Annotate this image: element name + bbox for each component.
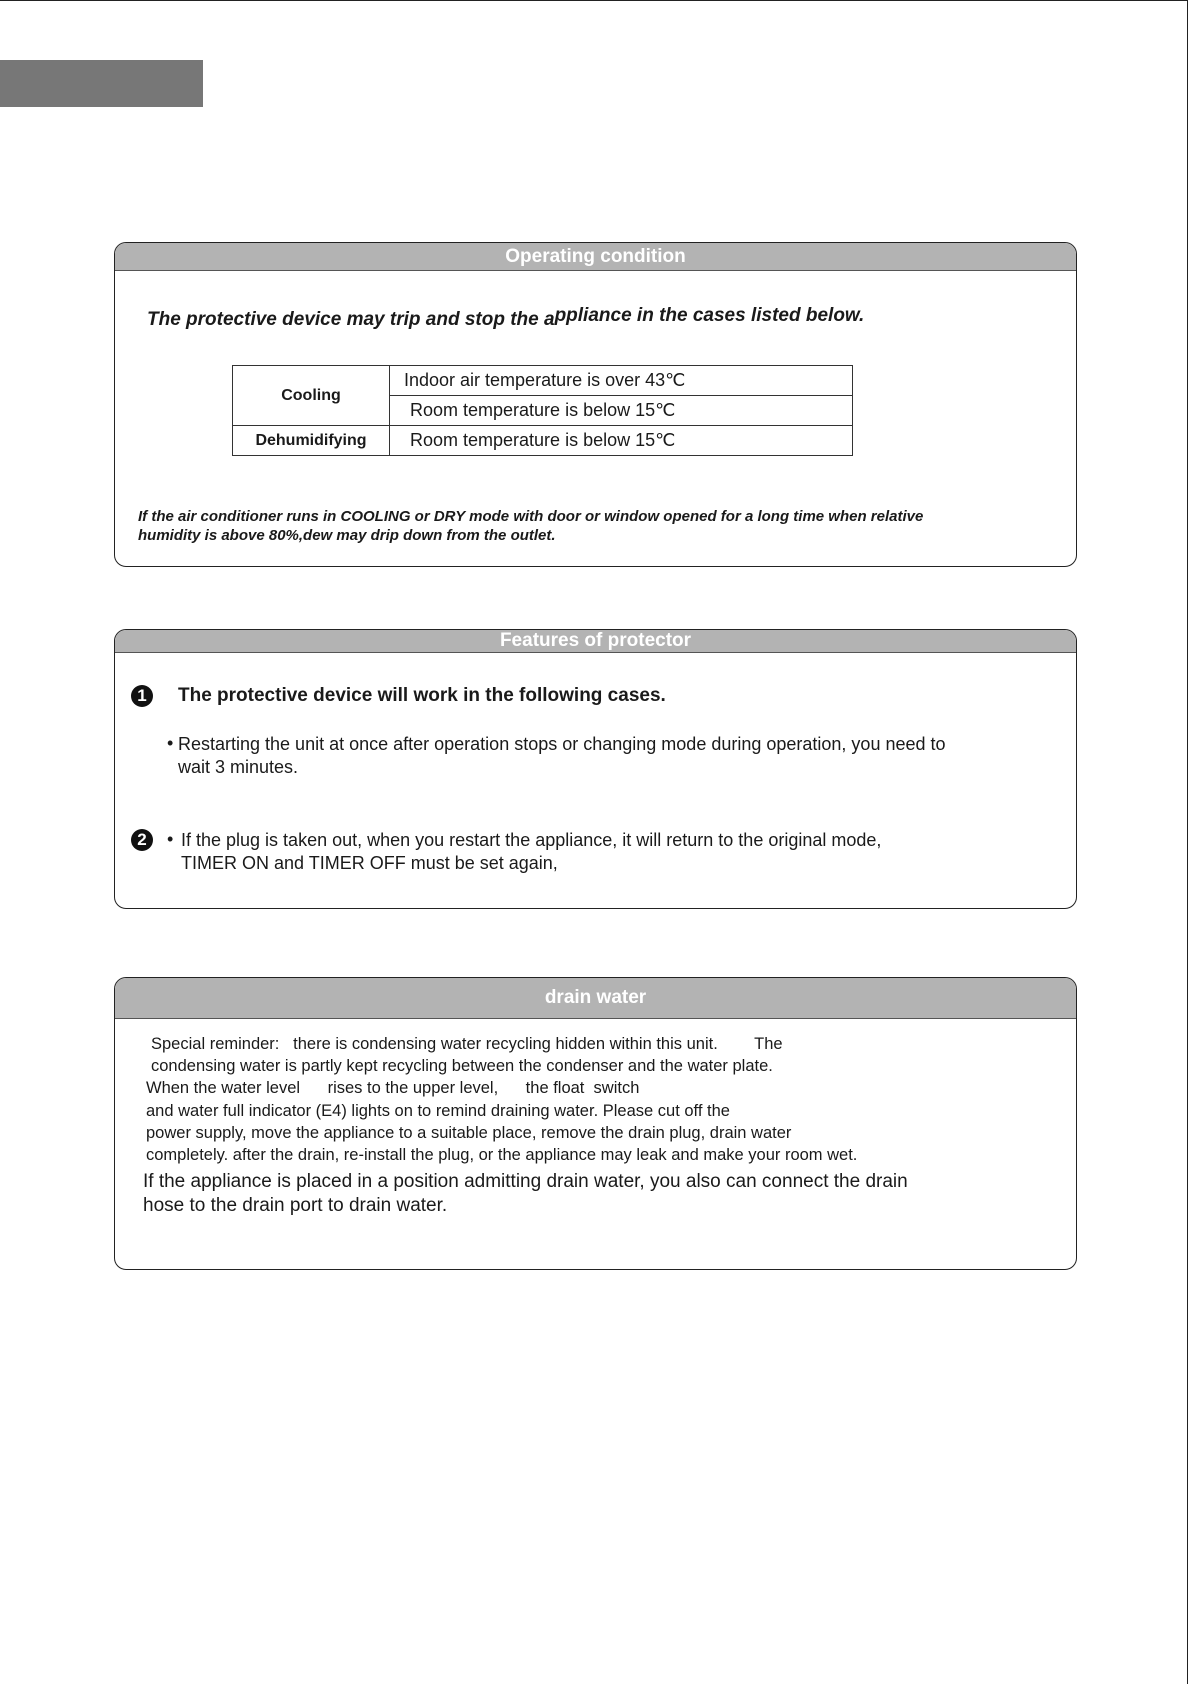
page-border-right	[1187, 0, 1188, 1684]
intro-part-b: ppliance in the cases listed below.	[554, 305, 865, 326]
table-row	[233, 366, 853, 396]
drain-line: When the water level rises to the upper level, the float switch	[146, 1079, 640, 1097]
mode-cell: Dehumidifying	[233, 426, 390, 456]
operating-condition-panel	[114, 242, 1077, 567]
features-of-protector-panel	[114, 629, 1077, 909]
drain-big-line: hose to the drain port to drain water.	[143, 1195, 448, 1216]
bullet-icon: •	[167, 829, 174, 849]
page-border-top	[0, 0, 1188, 1]
drain-line: and water full indicator (E4) lights on to remind draining water. Please cut off the	[146, 1102, 730, 1120]
intro-text	[147, 305, 865, 331]
drain-line: completely. after the drain, re-install the plug, or the appliance may leak and make your room wet.	[146, 1146, 858, 1164]
drain-line: condensing water is partly kept recycling between the condenser and the water plate.	[151, 1057, 773, 1075]
number-2-icon: 2	[131, 829, 153, 851]
section-tab	[0, 60, 203, 107]
panel-header: Operating condition	[115, 243, 1076, 271]
condition-cell: Indoor air temperature is over 43℃	[390, 366, 853, 396]
drain-line: power supply, move the appliance to a suitable place, remove the drain plug, drain water	[146, 1124, 792, 1142]
item1-line: Restarting the unit at once after operation stops or changing mode during operation, you need to	[178, 734, 946, 754]
item1-line: wait 3 minutes.	[178, 757, 299, 777]
bullet-icon: •	[167, 733, 174, 753]
item2-line: TIMER ON and TIMER OFF must be set again,	[181, 853, 558, 873]
condition-cell: Room temperature is below 15℃	[390, 426, 853, 456]
condition-cell: Room temperature is below 15℃	[390, 396, 853, 426]
table-row	[233, 426, 853, 456]
mode-cell: Cooling	[233, 366, 390, 426]
note-line: humidity is above 80%,dew may drip down from the outlet.	[138, 527, 556, 544]
note-line: If the air conditioner runs in COOLING or DRY mode with door or window opened for a long time when relative	[138, 508, 924, 525]
number-1-icon: 1	[131, 685, 153, 707]
conditions-table	[232, 365, 853, 456]
panel-header: Features of protector	[115, 630, 1076, 653]
item2-line: If the plug is taken out, when you restart the appliance, it will return to the original mode,	[181, 830, 882, 850]
drain-water-panel	[114, 977, 1077, 1270]
drain-big-line: If the appliance is placed in a position admitting drain water, you also can connect the drain	[143, 1171, 908, 1192]
panel-header: drain water	[115, 978, 1076, 1019]
item1-heading: The protective device will work in the following cases.	[178, 685, 666, 706]
drain-line: Special reminder: there is condensing water recycling hidden within this unit. The	[151, 1035, 783, 1053]
intro-part-a: The protective device may trip and stop the a	[147, 309, 555, 330]
